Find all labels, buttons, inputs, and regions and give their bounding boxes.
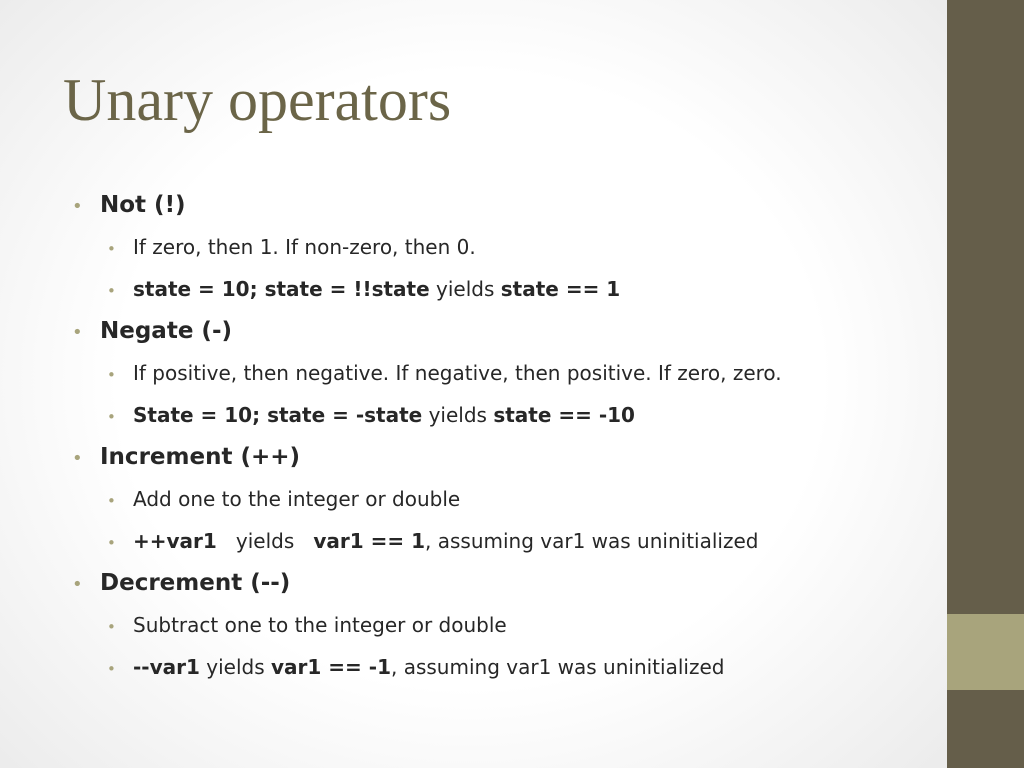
code-result: state == 1 — [500, 277, 621, 301]
sub-bullet — [72, 226, 932, 268]
sub-bullet — [72, 352, 932, 394]
sub-bullet — [72, 268, 932, 310]
bullet-dot: • — [107, 282, 116, 300]
code-result: state == -10 — [493, 403, 635, 427]
bullet-dot: • — [107, 240, 116, 258]
bullet-dot: • — [72, 448, 83, 469]
sub-bullet — [72, 604, 932, 646]
code-result: var1 == 1 — [313, 529, 426, 553]
bullet-heading: Decrement (--) — [100, 570, 291, 596]
connector-text: yields — [429, 277, 501, 301]
bullet-dot: • — [107, 408, 116, 426]
sub-bullet — [72, 394, 932, 436]
sub-bullet — [72, 520, 932, 562]
bullet-dot: • — [107, 534, 116, 552]
sub-bullet — [72, 646, 932, 688]
bullet-not — [72, 184, 932, 226]
sub-bullet — [72, 478, 932, 520]
sidebar-decoration — [947, 0, 1024, 768]
bullet-increment — [72, 436, 932, 478]
bullet-dot: • — [107, 366, 116, 384]
bullet-dot: • — [72, 196, 83, 217]
bullet-dot: • — [107, 492, 116, 510]
code-expression: ++var1 — [133, 529, 217, 553]
bullet-heading: Increment (++) — [100, 444, 301, 470]
connector-text: yields — [199, 655, 272, 679]
bullet-dot: • — [72, 322, 83, 343]
code-expression: state = 10; state = !!state — [133, 277, 430, 301]
sidebar-accent-block — [947, 614, 1024, 690]
sub-bullet-text: Add one to the integer or double — [133, 487, 461, 511]
code-expression: State = 10; state = -state — [133, 403, 423, 427]
connector-text: yields — [216, 529, 314, 553]
sub-bullet-text: If positive, then negative. If negative, then positive. If zero, zero. — [133, 361, 782, 385]
slide-title: Unary operators — [63, 67, 452, 133]
sub-bullet-text: Subtract one to the integer or double — [133, 613, 507, 637]
connector-text: yields — [422, 403, 494, 427]
code-expression: --var1 — [133, 655, 200, 679]
bullet-list — [72, 184, 932, 688]
sub-bullet-text: If zero, then 1. If non-zero, then 0. — [133, 235, 476, 259]
trailing-text: , assuming var1 was uninitialized — [425, 529, 759, 553]
bullet-dot: • — [107, 660, 116, 678]
bullet-dot: • — [72, 574, 83, 595]
trailing-text: , assuming var1 was uninitialized — [391, 655, 725, 679]
bullet-negate — [72, 310, 932, 352]
bullet-heading: Not (!) — [100, 192, 186, 218]
code-result: var1 == -1 — [271, 655, 391, 679]
bullet-heading: Negate (-) — [100, 318, 233, 344]
bullet-decrement — [72, 562, 932, 604]
bullet-dot: • — [107, 618, 116, 636]
